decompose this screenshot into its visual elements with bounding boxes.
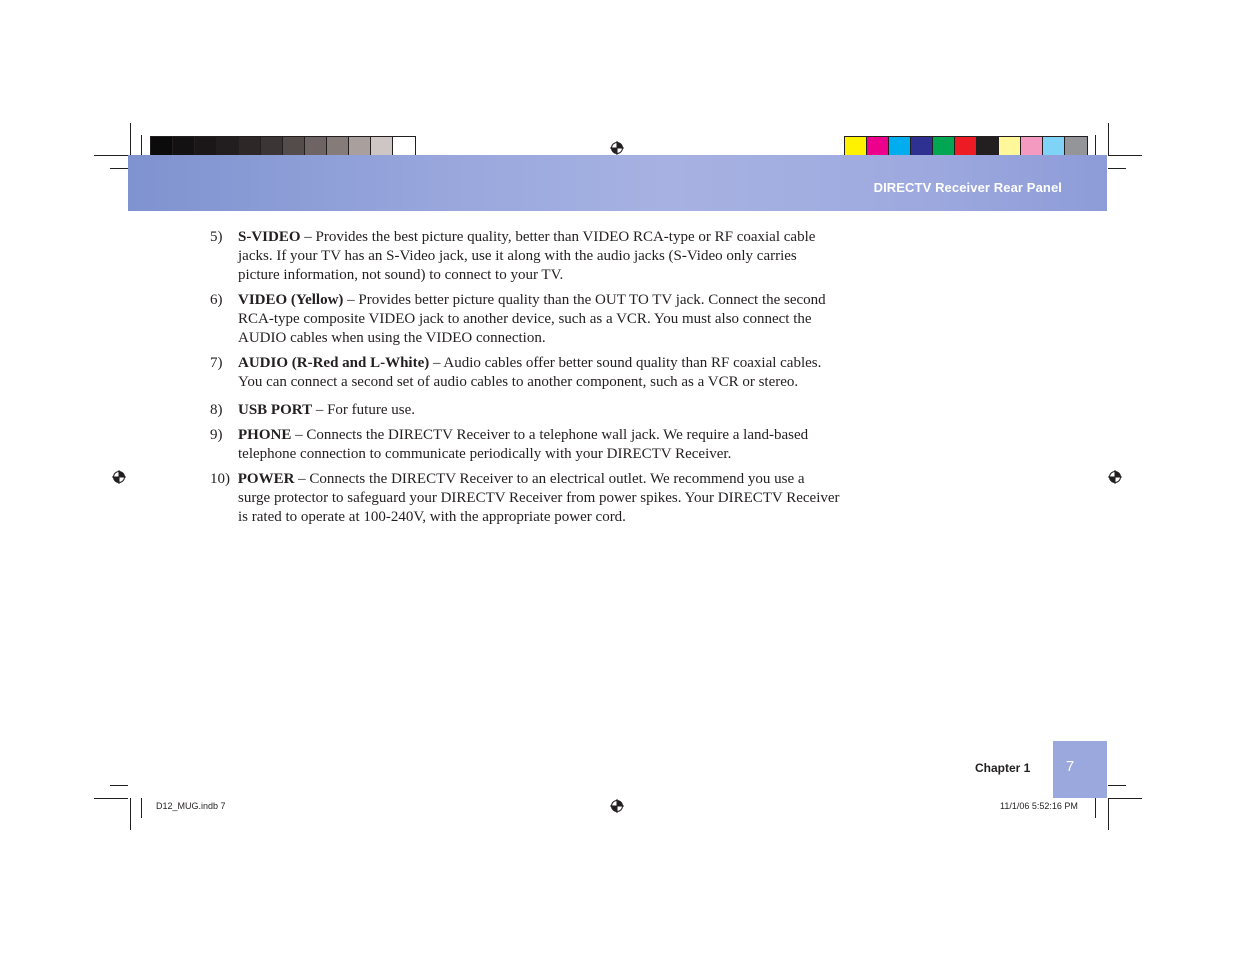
crop-mark: [110, 785, 128, 786]
page-number: 7: [1065, 758, 1075, 775]
item-term: POWER: [237, 471, 295, 487]
item-term: VIDEO (Yellow): [238, 292, 344, 308]
color-swatch: [867, 137, 889, 157]
chapter-label: Chapter 1: [975, 761, 1031, 775]
color-swatch: [1021, 137, 1043, 157]
item-number: 7): [210, 355, 223, 371]
list-item: [210, 228, 840, 285]
page-number-tab: [1053, 741, 1107, 798]
list-item: [210, 470, 840, 527]
crop-mark: [94, 155, 128, 156]
color-swatch: [911, 137, 933, 157]
crop-mark: [1108, 155, 1142, 156]
color-swatch: [845, 137, 867, 157]
list-item: [210, 401, 840, 420]
crop-mark: [141, 798, 142, 818]
crop-mark: [110, 168, 128, 169]
color-swatch: [305, 137, 327, 157]
color-swatch: [151, 137, 173, 157]
color-swatch: [977, 137, 999, 157]
item-number: 8): [210, 402, 223, 418]
registration-target-icon: [610, 799, 624, 813]
item-description: – For future use.: [312, 402, 415, 418]
color-swatch: [371, 137, 393, 157]
list-item: [210, 291, 840, 348]
connector-description-list: [210, 228, 840, 533]
item-description: – Provides the best picture quality, better than VIDEO RCA-type or RF coaxial cable jacks. If your TV has an S-Video jack, use it along with the audio jacks (S-Video only carries picture information, not sound) to connect to your TV.: [238, 229, 816, 283]
section-header-band: [128, 155, 1107, 211]
item-term: USB PORT: [238, 402, 313, 418]
color-swatch: [261, 137, 283, 157]
color-swatch: [1065, 137, 1087, 157]
crop-mark: [1108, 168, 1126, 169]
list-item: [210, 354, 840, 392]
item-number: 10): [210, 471, 230, 487]
color-swatch: [349, 137, 371, 157]
item-term: S-VIDEO: [238, 229, 301, 245]
crop-mark: [130, 123, 131, 155]
item-number: 9): [210, 427, 223, 443]
color-swatch: [327, 137, 349, 157]
item-number: 5): [210, 229, 223, 245]
color-swatch: [173, 137, 195, 157]
color-swatch: [933, 137, 955, 157]
item-term: AUDIO (R-Red and L-White): [238, 355, 430, 371]
color-swatch: [999, 137, 1021, 157]
color-swatch: [1043, 137, 1065, 157]
item-number: 6): [210, 292, 223, 308]
registration-target-icon: [112, 470, 126, 484]
color-swatch: [217, 137, 239, 157]
item-description: – Connects the DIRECTV Receiver to an electrical outlet. We recommend you use a surge protector to safeguard your DIRECTV Receiver from power spikes. Your DIRECTV Receiver is rated to operate at 100-240V, with the appropriate power cord.: [238, 471, 840, 525]
slug-date-info: 11/1/06 5:52:16 PM: [1000, 801, 1078, 811]
color-swatch: [889, 137, 911, 157]
crop-mark: [1108, 798, 1142, 799]
item-description: – Connects the DIRECTV Receiver to a telephone wall jack. We require a land-based telephone connection to communicate periodically with your DIRECTV Receiver.: [238, 427, 809, 462]
color-swatch: [195, 137, 217, 157]
item-term: PHONE: [238, 427, 292, 443]
crop-mark: [1108, 785, 1126, 786]
crop-mark: [1108, 123, 1109, 155]
color-swatch: [239, 137, 261, 157]
list-item: [210, 426, 840, 464]
crop-mark: [1095, 135, 1096, 155]
slug-file-info: D12_MUG.indb 7: [156, 801, 226, 811]
crop-mark: [141, 135, 142, 155]
registration-target-icon: [1108, 470, 1122, 484]
item-description: – Audio cables offer better sound quality than RF coaxial cables. You can connect a second set of audio cables to another component, such as a VCR or stereo.: [238, 355, 822, 390]
crop-mark: [94, 798, 128, 799]
color-swatch: [393, 137, 415, 157]
color-swatch: [283, 137, 305, 157]
crop-mark: [1095, 798, 1096, 818]
registration-target-icon: [610, 141, 624, 155]
color-swatch: [955, 137, 977, 157]
item-description: – Provides better picture quality than the OUT TO TV jack. Connect the second RCA-type composite VIDEO jack to another device, such as a VCR. You must also connect the AUDIO cables when using the VIDEO connection.: [238, 292, 826, 346]
crop-mark: [130, 798, 131, 830]
crop-mark: [1108, 798, 1109, 830]
section-title: DIRECTV Receiver Rear Panel: [873, 180, 1062, 195]
